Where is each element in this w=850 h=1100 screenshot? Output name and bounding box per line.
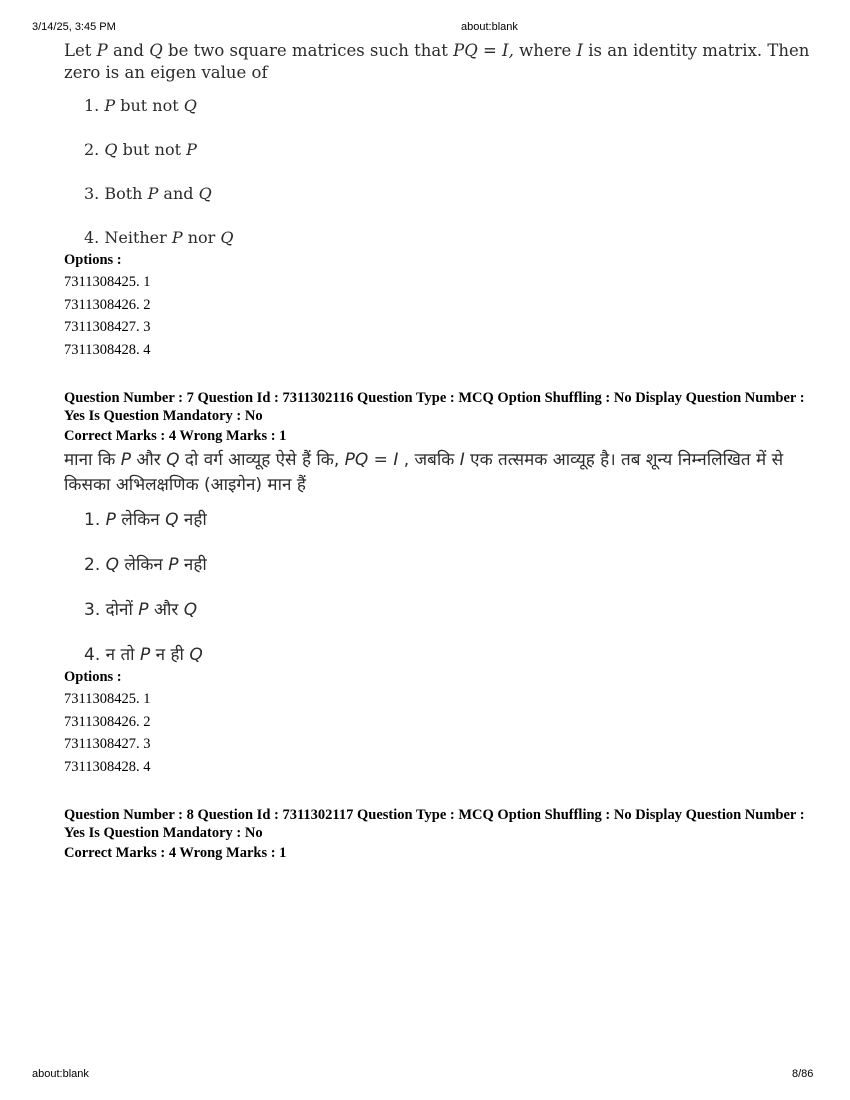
- q6-var-i: I: [576, 41, 584, 60]
- q7-stem: [64, 448, 824, 498]
- choice-text: और: [148, 600, 184, 620]
- choice-text: नही: [178, 555, 207, 575]
- choice-text: न तो: [105, 645, 140, 665]
- q7-option-id-1: 7311308425. 1: [64, 691, 151, 707]
- q6-question-image: [64, 40, 824, 248]
- choice-text: and: [158, 184, 199, 203]
- choice-var: P: [186, 140, 197, 159]
- choice-number: 3.: [84, 184, 105, 203]
- q6-option-id-2: 7311308426. 2: [64, 296, 151, 313]
- choice-text: दोनों: [105, 600, 139, 620]
- choice-var: Q: [105, 555, 120, 575]
- q6-var-q: Q: [149, 41, 163, 60]
- choice-var: Q: [165, 510, 179, 530]
- q7-option-id-3: 7311308427. 3: [64, 736, 151, 752]
- choice-text: nor: [182, 228, 221, 247]
- print-datetime: 3/14/25, 3:45 PM: [32, 21, 116, 33]
- choice-number: 2.: [84, 140, 105, 159]
- choice-var: Q: [104, 140, 118, 159]
- q7-choice-list: [84, 510, 824, 665]
- q8-marks: Correct Marks : 4 Wrong Marks : 1: [64, 845, 287, 861]
- q7-stem-text: और: [130, 450, 167, 470]
- choice-text: Both: [104, 184, 148, 203]
- q7-stem-text: , जबकि: [398, 450, 460, 470]
- choice-number: 1.: [84, 96, 105, 115]
- q6-choice-list: [84, 96, 824, 248]
- q7-equation: PQ = I: [344, 450, 399, 470]
- choice-text: लेकिन: [115, 510, 166, 530]
- q6-stem: [64, 40, 824, 84]
- q6-choice-1: [84, 96, 824, 116]
- choice-text: नही: [178, 510, 207, 530]
- page-number: 8/86: [792, 1068, 814, 1080]
- choice-var: Q: [198, 184, 212, 203]
- print-url: about:blank: [32, 1068, 89, 1080]
- choice-text: but not: [115, 96, 184, 115]
- q7-choice-1: [84, 510, 824, 530]
- q7-var-q: Q: [166, 450, 180, 470]
- q7-choice-2: [84, 555, 824, 575]
- q6-stem-text: Let: [64, 41, 97, 60]
- q6-choice-4: [84, 228, 824, 248]
- q6-var-p: P: [96, 41, 108, 60]
- choice-number: 1.: [84, 510, 106, 530]
- choice-var: P: [168, 555, 179, 575]
- q7-option-id-2: 7311308426. 2: [64, 713, 151, 730]
- choice-var: Q: [220, 228, 234, 247]
- q6-stem-text: is an identity matrix. Then zero is an eigen value of: [64, 41, 810, 82]
- q7-var-p: P: [120, 450, 131, 470]
- choice-number: 3.: [84, 600, 106, 620]
- q7-marks: Correct Marks : 4 Wrong Marks : 1: [64, 428, 287, 444]
- choice-text: Neither: [104, 228, 172, 247]
- choice-text: न ही: [150, 645, 190, 665]
- choice-var: Q: [183, 96, 197, 115]
- q7-option-id-4: 7311308428. 4: [64, 758, 151, 775]
- q6-choice-2: [84, 140, 824, 160]
- choice-var: P: [147, 184, 159, 203]
- choice-number: 4.: [84, 228, 105, 247]
- q7-meta: Question Number : 7 Question Id : 7311302116 Question Type : MCQ Option Shuffling : No Display Question Number : Yes Is Question Mandatory : No: [64, 390, 805, 424]
- q6-option-id-1: 7311308425. 1: [64, 274, 151, 290]
- choice-var: P: [104, 96, 116, 115]
- q7-stem-text: एक तत्समक आव्यूह है। तब शून्य निम्नलिखित में से किसका अभिलक्षणिक (आइगेन) मान हैं: [64, 450, 784, 495]
- q6-stem-text: where: [513, 41, 577, 60]
- q6-equation: PQ = I,: [453, 41, 514, 60]
- q7-stem-text: माना कि: [64, 450, 121, 470]
- choice-var: P: [138, 600, 149, 620]
- q6-option-id-4: 7311308428. 4: [64, 341, 151, 358]
- choice-text: लेकिन: [119, 555, 169, 575]
- q6-option-id-3: 7311308427. 3: [64, 319, 151, 335]
- q7-question-image: [64, 448, 824, 665]
- page-content: [64, 38, 824, 863]
- choice-var: P: [105, 510, 116, 530]
- choice-var: P: [171, 228, 183, 247]
- q6-options-label: Options :: [64, 252, 122, 268]
- choice-number: 4.: [84, 645, 106, 665]
- choice-number: 2.: [84, 555, 106, 575]
- q6-stem-text: and: [107, 41, 150, 60]
- q7-choice-4: [84, 645, 824, 665]
- q7-choice-3: [84, 600, 824, 620]
- q8-meta: Question Number : 8 Question Id : 7311302117 Question Type : MCQ Option Shuffling : No Display Question Number : Yes Is Question Mandatory : No: [64, 807, 805, 841]
- choice-var: Q: [183, 600, 198, 620]
- q7-options-label: Options :: [64, 669, 122, 685]
- print-title: about:blank: [461, 21, 518, 33]
- q6-choice-3: [84, 184, 824, 204]
- choice-text: but not: [117, 140, 187, 159]
- q6-stem-text: be two square matrices such that: [162, 41, 454, 60]
- choice-var: P: [139, 645, 151, 665]
- q7-stem-text: दो वर्ग आव्यूह ऐसे हैं कि,: [179, 450, 345, 470]
- choice-var: Q: [189, 645, 203, 665]
- q7-var-i: I: [459, 450, 465, 470]
